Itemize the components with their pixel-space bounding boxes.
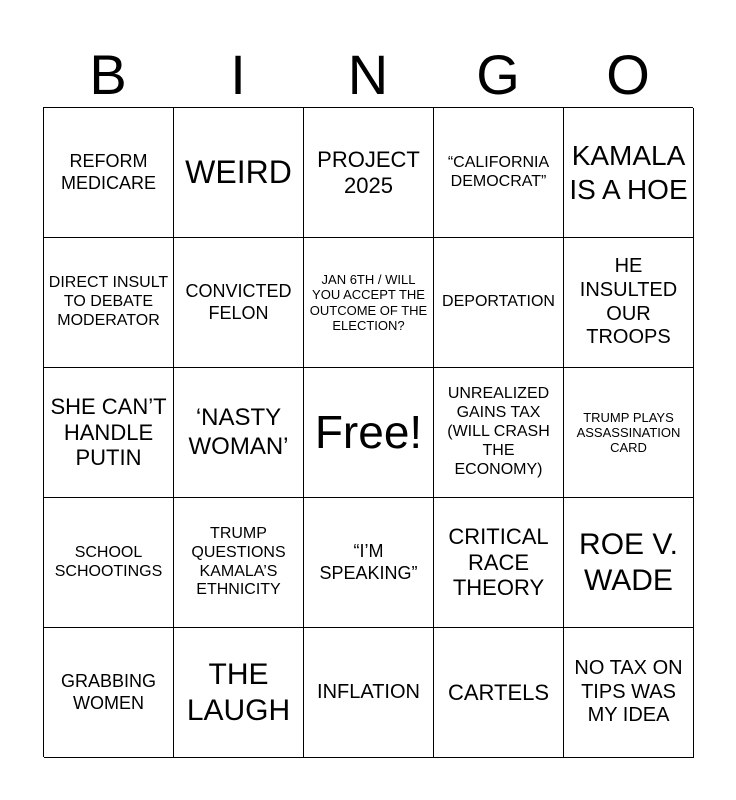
bingo-cell-r1-c5[interactable]: KAMALA IS A HOE bbox=[564, 108, 694, 238]
bingo-cell-r1-c4[interactable]: “CALIFORNIA DEMOCRAT” bbox=[434, 108, 564, 238]
bingo-cell-r3-c1[interactable]: SHE CAN’T HANDLE PUTIN bbox=[44, 368, 174, 498]
bingo-cell-r5-c3[interactable]: INFLATION bbox=[304, 628, 434, 758]
bingo-cell-r4-c4[interactable]: CRITICAL RACE THEORY bbox=[434, 498, 564, 628]
bingo-cell-r2-c1[interactable]: DIRECT INSULT TO DEBATE MODERATOR bbox=[44, 238, 174, 368]
bingo-cell-r5-c1[interactable]: GRABBING WOMEN bbox=[44, 628, 174, 758]
header-letter-o: O bbox=[606, 43, 650, 106]
bingo-cell-r4-c2[interactable]: TRUMP QUESTIONS KAMALA’S ETHNICITY bbox=[174, 498, 304, 628]
header-letter-b: B bbox=[89, 43, 127, 106]
bingo-cell-r3-c4[interactable]: UNREALIZED GAINS TAX (WILL CRASH THE ECONOMY) bbox=[434, 368, 564, 498]
bingo-cell-r2-c2[interactable]: CONVICTED FELON bbox=[174, 238, 304, 368]
bingo-cell-r3-c5[interactable]: TRUMP PLAYS ASSASSINATION CARD bbox=[564, 368, 694, 498]
header-letter-i: I bbox=[230, 43, 246, 106]
bingo-cell-r1-c1[interactable]: REFORM MEDICARE bbox=[44, 108, 174, 238]
bingo-cell-r4-c3[interactable]: “I’M SPEAKING” bbox=[304, 498, 434, 628]
bingo-cell-r5-c4[interactable]: CARTELS bbox=[434, 628, 564, 758]
header-letter-g: G bbox=[476, 43, 520, 106]
bingo-cell-r1-c3[interactable]: PROJECT 2025 bbox=[304, 108, 434, 238]
free-space-cell[interactable]: Free! bbox=[304, 368, 434, 498]
bingo-cell-r5-c5[interactable]: NO TAX ON TIPS WAS MY IDEA bbox=[564, 628, 694, 758]
bingo-header bbox=[43, 40, 693, 108]
bingo-cell-r2-c4[interactable]: DEPORTATION bbox=[434, 238, 564, 368]
bingo-cell-r2-c3[interactable]: JAN 6TH / WILL YOU ACCEPT THE OUTCOME OF THE ELECTION? bbox=[304, 238, 434, 368]
bingo-cell-r4-c1[interactable]: SCHOOL SCHOOTINGS bbox=[44, 498, 174, 628]
bingo-cell-r1-c2[interactable]: WEIRD bbox=[174, 108, 304, 238]
bingo-cell-r5-c2[interactable]: THE LAUGH bbox=[174, 628, 304, 758]
bingo-cell-r3-c2[interactable]: ‘NASTY WOMAN’ bbox=[174, 368, 304, 498]
bingo-cell-r2-c5[interactable]: HE INSULTED OUR TROOPS bbox=[564, 238, 694, 368]
bingo-cell-r4-c5[interactable]: ROE V. WADE bbox=[564, 498, 694, 628]
header-letter-n: N bbox=[347, 43, 389, 106]
bingo-board bbox=[43, 107, 693, 757]
